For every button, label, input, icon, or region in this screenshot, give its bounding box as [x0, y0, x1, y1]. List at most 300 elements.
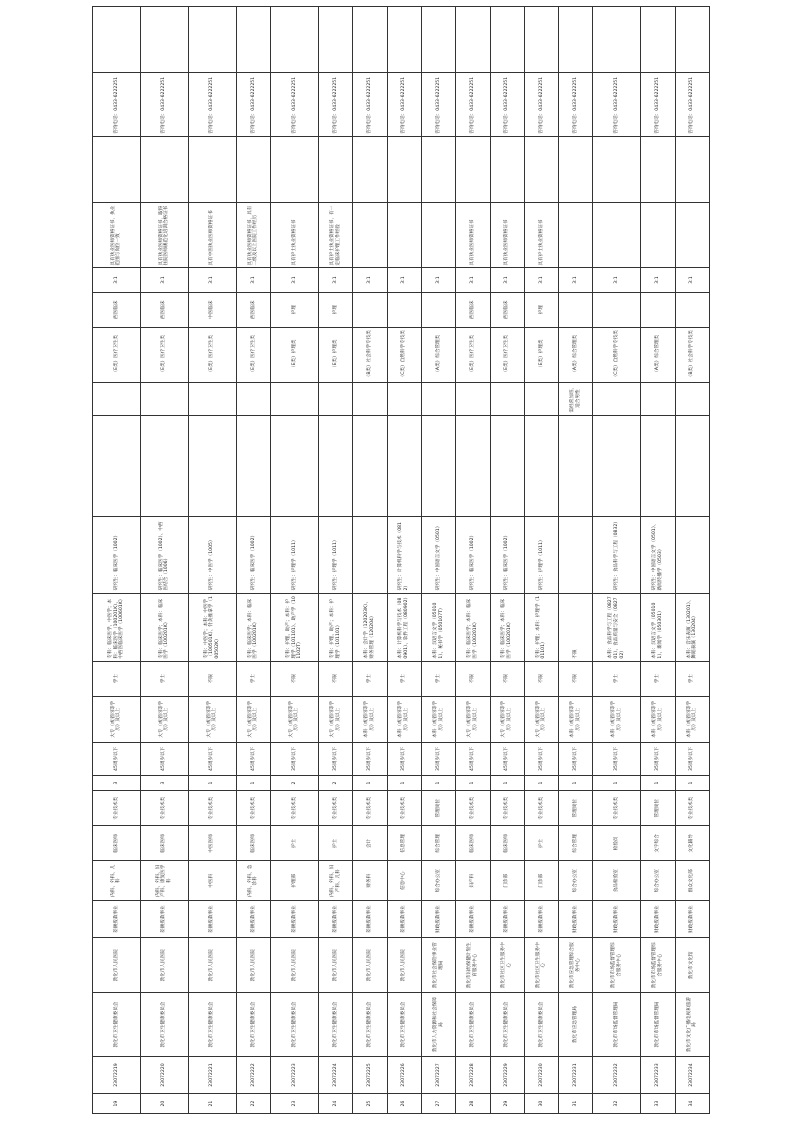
- cell-no: 26: [387, 1094, 421, 1114]
- cell-contact: 咨询电话：0433-6222251: [271, 73, 319, 137]
- cell-remark: [456, 382, 490, 415]
- cell-exam-sub: [593, 292, 641, 327]
- cell-major-grad: 研究生：护理学（1011）: [524, 516, 558, 593]
- cell-cond: 具有中医执业医师资格证书: [188, 202, 236, 268]
- cell-code: 23072219: [93, 1056, 141, 1093]
- cell-contact: 咨询电话：0433-6222251: [524, 73, 558, 137]
- cell-pos: 护士: [318, 826, 352, 861]
- cell-code: 23072225: [353, 1056, 387, 1093]
- cell-extra: [675, 7, 709, 73]
- cell-edu: 大专（或者同等学历）及以上: [271, 696, 319, 742]
- cell-edu: 本科（或者同等学历）及以上: [593, 696, 641, 742]
- cell-cond: [641, 202, 675, 268]
- cell-major-college: 专科：临床医学；本科：临床医学（100201K）: [456, 593, 490, 661]
- cell-other-major: [559, 415, 593, 516]
- cell-type: 财政拨款事业: [559, 900, 593, 937]
- cell-count: 1: [524, 775, 558, 790]
- cell-age: 45周岁以下: [93, 742, 141, 775]
- cell-count: 3: [93, 775, 141, 790]
- cell-dept: 敦化市卫生健康委员会: [456, 993, 490, 1057]
- cell-unit: 敦化市应急管理综合服务中心: [559, 938, 593, 993]
- cell-type: 差额拨款事业: [524, 900, 558, 937]
- cell-dept: 敦化市卫生健康委员会: [490, 993, 524, 1057]
- cell-pos-sub: 群众文化部: [675, 861, 709, 901]
- cell-no: 28: [456, 1094, 490, 1114]
- cell-unit: 敦化市人民医院: [236, 938, 270, 993]
- cell-degree: 学士: [236, 661, 270, 696]
- cell-major-grad: [675, 516, 709, 593]
- table-row: [188, 7, 236, 1114]
- cell-type: 差额拨款事业: [353, 900, 387, 937]
- cell-major-college: 本科：汉语言文学（050101）、新闻学（050301）: [641, 593, 675, 661]
- cell-major-grad: 研究生：临床医学（1002）: [490, 516, 524, 593]
- cell-pos: 临床医师: [140, 826, 188, 861]
- cell-exam: （C类）自然科学专技类: [593, 327, 641, 382]
- cell-contact: 咨询电话：0433-6222251: [140, 73, 188, 137]
- cell-major-grad: 研究生：护理学（1011）: [271, 516, 319, 593]
- cell-contact: 咨询电话：0433-6222251: [188, 73, 236, 137]
- cell-edu: 本科（或者同等学历）及以上: [421, 696, 455, 742]
- cell-exam-sub: [641, 292, 675, 327]
- cell-exam-sub: 西医临床: [490, 292, 524, 327]
- cell-pos: 临床医师: [490, 826, 524, 861]
- cell-pos: 文字综合: [641, 826, 675, 861]
- cell-unit: 敦化市市场监督管理综合服务中心: [593, 938, 641, 993]
- cell-pos: 信息管理: [387, 826, 421, 861]
- cell-note: [271, 136, 319, 202]
- cell-ratio: 3:1: [456, 268, 490, 292]
- cell-unit: 敦化市社会保险事业管理局: [421, 938, 455, 993]
- cell-edu: 大专（或者同等学历）及以上: [524, 696, 558, 742]
- table-body: [93, 7, 710, 1114]
- cell-degree: 不限: [271, 661, 319, 696]
- cell-edu: 大专（或者同等学历）及以上: [93, 696, 141, 742]
- cell-major-college: 本科：食品科学与工程（082701）、食品质量与安全（082702）: [593, 593, 641, 661]
- cell-major-grad: 研究生：护理学（1011）: [318, 516, 352, 593]
- cell-cond: [675, 202, 709, 268]
- cell-ratio: 3:1: [490, 268, 524, 292]
- cell-ratio: 3:1: [318, 268, 352, 292]
- cell-other-major: [387, 415, 421, 516]
- cell-pos-sub: 内科、外科、妇产科、康复医学科: [140, 861, 188, 901]
- cell-remark: [524, 382, 558, 415]
- cell-note: [456, 136, 490, 202]
- cell-cond: [559, 202, 593, 268]
- table-row: [421, 7, 455, 1114]
- cell-age: 35周岁以下: [318, 742, 352, 775]
- cell-pos: 临床医师: [456, 826, 490, 861]
- cell-dept: 敦化市卫生健康委员会: [271, 993, 319, 1057]
- cell-exam: （B类）社会科学专技类: [353, 327, 387, 382]
- cell-count: 1: [353, 775, 387, 790]
- cell-type: 差额拨款事业: [271, 900, 319, 937]
- cell-code: 23072227: [421, 1056, 455, 1093]
- cell-other-major: [318, 415, 352, 516]
- cell-cond: [387, 202, 421, 268]
- cell-pos-cat: 专业技术类: [524, 791, 558, 826]
- cell-exam: （E类）医疗卫生类: [490, 327, 524, 382]
- cell-note: [318, 136, 352, 202]
- cell-age: 35周岁以下: [421, 742, 455, 775]
- cell-major-grad: [353, 516, 387, 593]
- cell-pos-cat: 专业技术类: [675, 791, 709, 826]
- cell-exam-sub: 西医临床: [93, 292, 141, 327]
- cell-pos-cat: 专业技术类: [93, 791, 141, 826]
- cell-note: [140, 136, 188, 202]
- cell-unit: 敦化市人民医院: [353, 938, 387, 993]
- cell-dept: 敦化市卫生健康委员会: [524, 993, 558, 1057]
- cell-exam: （E类）医疗卫生类: [236, 327, 270, 382]
- cell-exam: （E类）医疗卫生类: [140, 327, 188, 382]
- cell-major-grad: 研究生：中医学（1005）: [188, 516, 236, 593]
- cell-extra: [524, 7, 558, 73]
- cell-degree: 学士: [641, 661, 675, 696]
- cell-contact: 咨询电话：0433-6222251: [559, 73, 593, 137]
- cell-type: 差额拨款事业: [318, 900, 352, 937]
- cell-major-college: 专科：护理；本科：护理学（101101）: [524, 593, 558, 661]
- cell-pos-cat: 专业技术类: [271, 791, 319, 826]
- cell-count: 1: [236, 775, 270, 790]
- cell-type: 差额拨款事业: [140, 900, 188, 937]
- cell-extra: [271, 7, 319, 73]
- cell-ratio: 3:1: [271, 268, 319, 292]
- cell-degree: 学士: [140, 661, 188, 696]
- cell-major-college: 不限: [559, 593, 593, 661]
- cell-note: [421, 136, 455, 202]
- cell-no: 34: [675, 1094, 709, 1114]
- cell-pos: 临床医师: [236, 826, 270, 861]
- cell-type: 差额拨款事业: [236, 900, 270, 937]
- cell-degree: 学士: [593, 661, 641, 696]
- cell-ratio: 3:1: [353, 268, 387, 292]
- cell-degree: 学士: [421, 661, 455, 696]
- cell-code: 23072220: [140, 1056, 188, 1093]
- cell-contact: 咨询电话：0433-6222251: [456, 73, 490, 137]
- table-row: [593, 7, 641, 1114]
- cell-cond: [421, 202, 455, 268]
- cell-major-college: 本科：会计学（120203K）、财务管理（120204）: [353, 593, 387, 661]
- cell-contact: 咨询电话：0433-6222251: [318, 73, 352, 137]
- cell-exam-sub: 护理: [318, 292, 352, 327]
- cell-age: 35周岁以下: [559, 742, 593, 775]
- cell-count: 3: [140, 775, 188, 790]
- cell-remark: [93, 382, 141, 415]
- cell-extra: [318, 7, 352, 73]
- cell-pos-sub: 财务科: [353, 861, 387, 901]
- cell-exam-sub: 护理: [271, 292, 319, 327]
- cell-exam-sub: [675, 292, 709, 327]
- cell-note: [490, 136, 524, 202]
- cell-other-major: [490, 415, 524, 516]
- cell-unit: 敦化市文化馆: [675, 938, 709, 993]
- cell-degree: 学士: [675, 661, 709, 696]
- table-row: [675, 7, 709, 1114]
- cell-unit: 敦化市人民医院: [93, 938, 141, 993]
- cell-cond: 具有护士执业资格证书: [271, 202, 319, 268]
- cell-note: [387, 136, 421, 202]
- cell-age: 35周岁以下: [524, 742, 558, 775]
- cell-unit: 敦化市社区卫生服务中心: [524, 938, 558, 993]
- cell-ratio: 3:1: [421, 268, 455, 292]
- cell-contact: 咨询电话：0433-6222251: [387, 73, 421, 137]
- cell-note: [353, 136, 387, 202]
- cell-degree: 学士: [353, 661, 387, 696]
- cell-major-college: 专科：护理、助产；本科：护理学（101101）、助产学（101102T）: [271, 593, 319, 661]
- cell-cond: 具有护士执业资格证书: [524, 202, 558, 268]
- cell-dept: 敦化市人力资源和社会保障局: [421, 993, 455, 1057]
- cell-count: 1: [593, 775, 641, 790]
- cell-pos-sub: 护理部: [271, 861, 319, 901]
- cell-exam-sub: 中医临床: [188, 292, 236, 327]
- cell-remark: [641, 382, 675, 415]
- cell-other-major: [271, 415, 319, 516]
- cell-edu: 大专（或者同等学历）及以上: [456, 696, 490, 742]
- cell-no: 25: [353, 1094, 387, 1114]
- cell-ratio: 3:1: [236, 268, 270, 292]
- cell-unit: 敦化市人民医院: [318, 938, 352, 993]
- cell-ratio: 3:1: [387, 268, 421, 292]
- cell-count: 2: [271, 775, 319, 790]
- cell-age: 35周岁以下: [675, 742, 709, 775]
- cell-extra: [641, 7, 675, 73]
- cell-unit: 敦化市人民医院: [387, 938, 421, 993]
- cell-pos: 中医医师: [188, 826, 236, 861]
- cell-pos: 护士: [271, 826, 319, 861]
- table-row: [641, 7, 675, 1114]
- cell-contact: 咨询电话：0433-6222251: [236, 73, 270, 137]
- table-row: [318, 7, 352, 1114]
- cell-other-major: [188, 415, 236, 516]
- cell-pos-cat: 专业技术类: [236, 791, 270, 826]
- cell-major-college: 专科：临床医学、中医学；本科：临床医学（100201K）、中西医临床医学（100601K）: [93, 593, 141, 661]
- cell-remark: [675, 382, 709, 415]
- cell-age: 35周岁以下: [593, 742, 641, 775]
- cell-major-grad: 研究生：临床医学（1002）、中西医结合（1006）: [140, 516, 188, 593]
- cell-no: 22: [236, 1094, 270, 1114]
- cell-other-major: [353, 415, 387, 516]
- cell-edu: 大专（或者同等学历）及以上: [140, 696, 188, 742]
- cell-extra: [490, 7, 524, 73]
- cell-major-college: 本科：汉语言文学（050101）、秘书学（050107T）: [421, 593, 455, 661]
- cell-pos-cat: 管理岗位: [559, 791, 593, 826]
- cell-code: 23072230: [524, 1056, 558, 1093]
- cell-no: 33: [641, 1094, 675, 1114]
- cell-pos-cat: 管理岗位: [421, 791, 455, 826]
- cell-pos-sub: 综合办公室: [421, 861, 455, 901]
- recruitment-table: [92, 6, 710, 1114]
- cell-degree: 不限: [490, 661, 524, 696]
- cell-type: 差额拨款事业: [387, 900, 421, 937]
- cell-remark: [387, 382, 421, 415]
- cell-major-grad: 研究生：临床医学（1002）: [456, 516, 490, 593]
- cell-major-college: 本科：计算机科学与技术（080901）、软件工程（080902）: [387, 593, 421, 661]
- cell-remark: [593, 382, 641, 415]
- cell-age: 45周岁以下: [490, 742, 524, 775]
- cell-type: 财政拨款事业: [675, 900, 709, 937]
- cell-extra: [421, 7, 455, 73]
- cell-unit: 敦化市社区卫生服务中心: [490, 938, 524, 993]
- cell-exam: （A类）综合管理类: [641, 327, 675, 382]
- cell-extra: [140, 7, 188, 73]
- cell-other-major: [675, 415, 709, 516]
- cell-no: 27: [421, 1094, 455, 1114]
- cell-age: 45周岁以下: [140, 742, 188, 775]
- cell-remark: [490, 382, 524, 415]
- cell-note: [93, 136, 141, 202]
- cell-exam-sub: [559, 292, 593, 327]
- cell-cond: 具有执业医师资格证书: [490, 202, 524, 268]
- cell-dept: 敦化市市场监督管理局: [593, 993, 641, 1057]
- cell-degree: 不限: [456, 661, 490, 696]
- cell-age: 45周岁以下: [456, 742, 490, 775]
- cell-no: 19: [93, 1094, 141, 1114]
- cell-remark: [188, 382, 236, 415]
- cell-remark: [353, 382, 387, 415]
- cell-pos-sub: 内科、外科、急诊科: [236, 861, 270, 901]
- cell-age: 35周岁以下: [387, 742, 421, 775]
- cell-degree: 不限: [559, 661, 593, 696]
- cell-count: 1: [421, 775, 455, 790]
- cell-note: [593, 136, 641, 202]
- cell-pos-sub: 内科、外科、妇产科、儿科: [318, 861, 352, 901]
- cell-major-college: 专科：护理、助产；本科：护理学（101101）: [318, 593, 352, 661]
- cell-note: [559, 136, 593, 202]
- cell-pos: 临床医师: [93, 826, 141, 861]
- cell-major-college: 专科：临床医学；本科：临床医学（100201K）: [490, 593, 524, 661]
- cell-remark: [271, 382, 319, 415]
- cell-degree: 不限: [524, 661, 558, 696]
- cell-code: 23072221: [188, 1056, 236, 1093]
- cell-pos-sub: 食品检验室: [593, 861, 641, 901]
- cell-edu: 本科（或者同等学历）及以上: [559, 696, 593, 742]
- cell-note: [675, 136, 709, 202]
- cell-remark: [318, 382, 352, 415]
- cell-ratio: 3:1: [188, 268, 236, 292]
- cell-type: 差额拨款事业: [93, 900, 141, 937]
- cell-age: 35周岁以下: [271, 742, 319, 775]
- cell-other-major: [421, 415, 455, 516]
- cell-dept: 敦化市卫生健康委员会: [93, 993, 141, 1057]
- cell-ratio: 3:1: [524, 268, 558, 292]
- cell-exam: （E类）护理类: [271, 327, 319, 382]
- cell-exam: （E类）护理类: [318, 327, 352, 382]
- cell-note: [236, 136, 270, 202]
- cell-pos: 综合管理: [421, 826, 455, 861]
- cell-unit: 敦化市人民医院: [140, 938, 188, 993]
- table-row: [236, 7, 270, 1114]
- cell-note: [641, 136, 675, 202]
- table-row: [524, 7, 558, 1114]
- cell-exam-sub: [353, 292, 387, 327]
- cell-note: [188, 136, 236, 202]
- cell-pos: 综合管理: [559, 826, 593, 861]
- cell-exam-sub: 西医临床: [456, 292, 490, 327]
- cell-code: 23072222: [236, 1056, 270, 1093]
- cell-edu: 大专（或者同等学历）及以上: [490, 696, 524, 742]
- cell-code: 23072223: [271, 1056, 319, 1093]
- cell-major-grad: 研究生：计算机科学与技术（0812）: [387, 516, 421, 593]
- cell-cond: 具有护士执业资格证书，有一定临床护理工作经验: [318, 202, 352, 268]
- cell-unit: 敦化市人民医院: [188, 938, 236, 993]
- cell-other-major: [524, 415, 558, 516]
- cell-count: 1: [675, 775, 709, 790]
- cell-contact: 咨询电话：0433-6222251: [675, 73, 709, 137]
- cell-major-college: 专科：临床医学；本科：临床医学（100201K）: [140, 593, 188, 661]
- cell-other-major: [236, 415, 270, 516]
- cell-pos-cat: 专业技术类: [593, 791, 641, 826]
- cell-ratio: 3:1: [93, 268, 141, 292]
- cell-count: 2: [318, 775, 352, 790]
- cell-edu: 本科（或者同等学历）及以上: [675, 696, 709, 742]
- cell-edu: 大专（或者同等学历）及以上: [188, 696, 236, 742]
- cell-exam: （E类）医疗卫生类: [93, 327, 141, 382]
- cell-major-college: 本科：音乐表演（130201）、舞蹈表演（130204）: [675, 593, 709, 661]
- cell-contact: 咨询电话：0433-6222251: [421, 73, 455, 137]
- cell-contact: 咨询电话：0433-6222251: [593, 73, 641, 137]
- cell-dept: 敦化市应急管理局: [559, 993, 593, 1057]
- cell-contact: 咨询电话：0433-6222251: [353, 73, 387, 137]
- table-row: [490, 7, 524, 1114]
- cell-other-major: [456, 415, 490, 516]
- cell-edu: 本科（或者同等学历）及以上: [353, 696, 387, 742]
- cell-type: 差额拨款事业: [490, 900, 524, 937]
- cell-code: 23072228: [456, 1056, 490, 1093]
- cell-age: 45周岁以下: [188, 742, 236, 775]
- cell-extra: [353, 7, 387, 73]
- cell-count: 1: [559, 775, 593, 790]
- cell-cond: 具有执业医师资格证书，执业范围与岗位一致: [93, 202, 141, 268]
- cell-pos-cat: 管理岗位: [641, 791, 675, 826]
- cell-pos: 护士: [524, 826, 558, 861]
- cell-age: 35周岁以下: [353, 742, 387, 775]
- cell-no: 20: [140, 1094, 188, 1114]
- table-row: [140, 7, 188, 1114]
- cell-pos-sub: 内科、外科、儿科: [93, 861, 141, 901]
- cell-type: 财政拨款事业: [593, 900, 641, 937]
- cell-unit: 敦化市市场监督管理综合服务中心: [641, 938, 675, 993]
- cell-exam: （A类）综合管理类: [421, 327, 455, 382]
- cell-ratio: 3:1: [140, 268, 188, 292]
- cell-code: 23072224: [318, 1056, 352, 1093]
- cell-no: 24: [318, 1094, 352, 1114]
- cell-pos-sub: 信息中心: [387, 861, 421, 901]
- cell-dept: 敦化市卫生健康委员会: [387, 993, 421, 1057]
- cell-major-grad: 研究生：食品科学与工程（0832）: [593, 516, 641, 593]
- cell-pos-sub: 门诊部: [490, 861, 524, 901]
- cell-degree: 学士: [387, 661, 421, 696]
- cell-dept: 敦化市市场监督管理局: [641, 993, 675, 1057]
- cell-type: 差额拨款事业: [456, 900, 490, 937]
- cell-extra: [236, 7, 270, 73]
- cell-major-grad: 研究生：中国语言文学（0501）: [421, 516, 455, 593]
- cell-exam: （A类）综合管理类: [559, 327, 593, 382]
- table-row: [353, 7, 387, 1114]
- cell-code: 23072231: [559, 1056, 593, 1093]
- cell-remark: 需经常加班，适合男性: [559, 382, 593, 415]
- cell-age: 45周岁以下: [236, 742, 270, 775]
- cell-ratio: 3:1: [641, 268, 675, 292]
- cell-major-college: 专科：临床医学；本科：临床医学（100201K）: [236, 593, 270, 661]
- cell-pos-sub: 综合办公室: [559, 861, 593, 901]
- table-row: [387, 7, 421, 1114]
- cell-contact: 咨询电话：0433-6222251: [641, 73, 675, 137]
- cell-pos-cat: 专业技术类: [387, 791, 421, 826]
- cell-other-major: [140, 415, 188, 516]
- cell-exam: （B类）社会科学专技类: [675, 327, 709, 382]
- cell-dept: 敦化市卫生健康委员会: [140, 993, 188, 1057]
- cell-major-grad: 研究生：中国语言文学（0501）、新闻传播学（0503）: [641, 516, 675, 593]
- cell-pos: 会计: [353, 826, 387, 861]
